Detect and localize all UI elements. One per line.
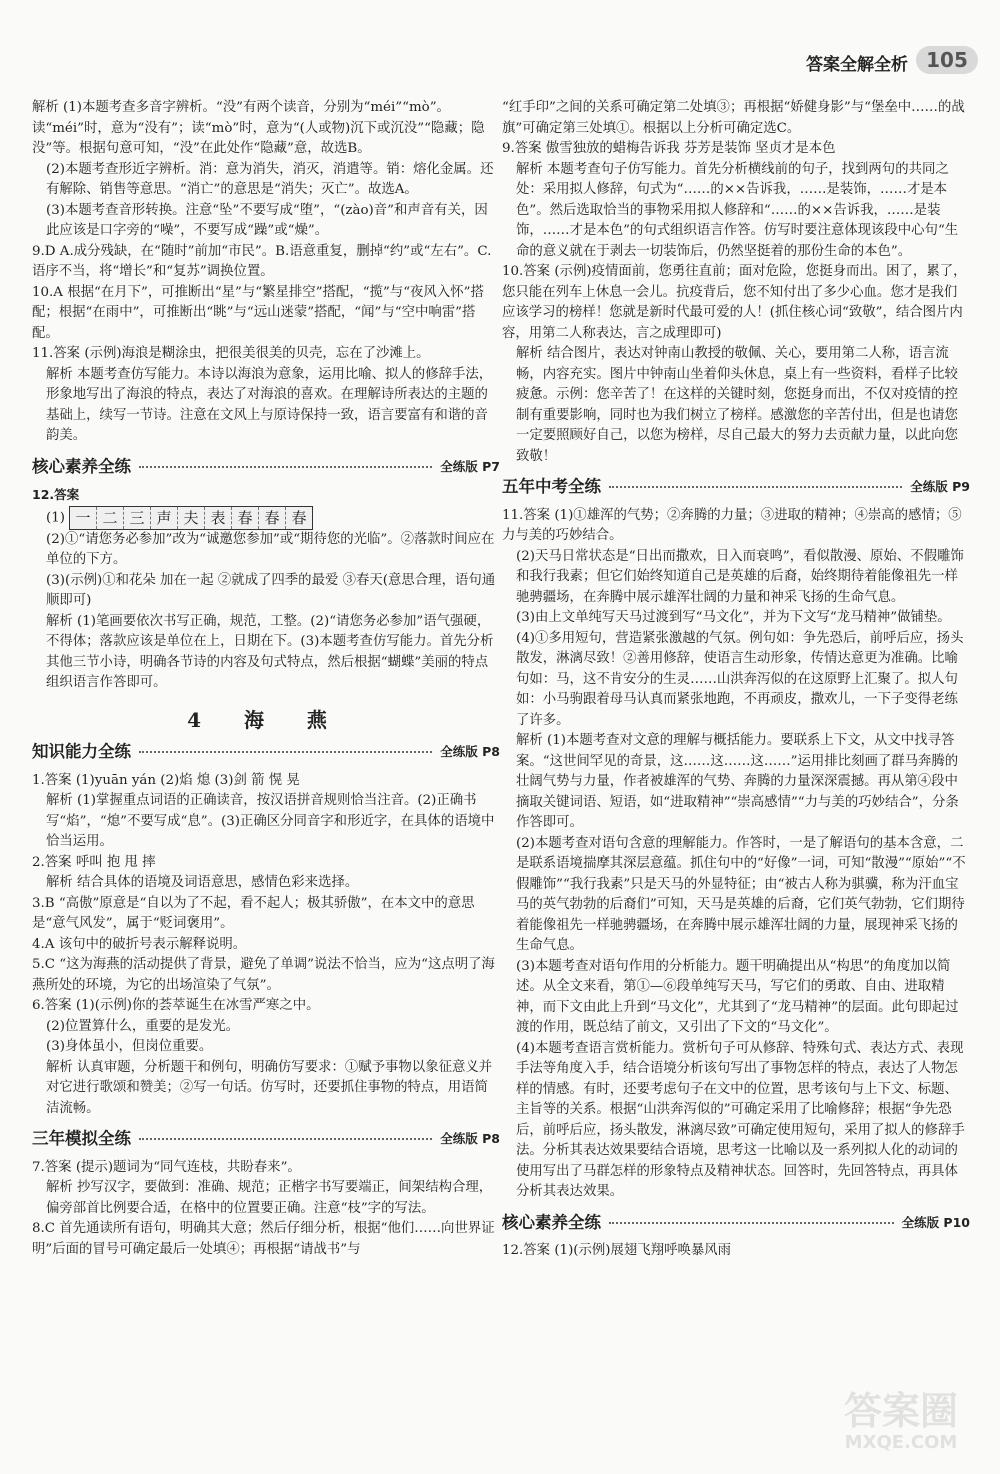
stroke-order-grid	[69, 506, 313, 530]
watermark-line2: MXQE.COM	[844, 1432, 958, 1453]
page-number: 105	[916, 46, 978, 74]
section-ref: 全练版 P10	[901, 1214, 970, 1230]
lesson-title: 4 海 燕	[187, 707, 345, 732]
answer-para: (2)①“请您务必参加”改为“诚邀您参加”或“期待您的光临”。②落款时间应在单位的下方。	[46, 531, 495, 567]
question-label: 12.答案	[32, 487, 80, 502]
stroke-cell: 二	[97, 507, 124, 529]
answer-para: 12.答案 (1)(示例)展翅飞翔呼唤暴风雨	[502, 1243, 732, 1258]
answer-para: (3)由上文单纯写天马过渡到写“马文化”，并为下文写“龙马精神”做铺垫。	[516, 610, 951, 625]
section-divider	[609, 1222, 894, 1224]
stroke-cell: 春	[232, 507, 259, 529]
answer-para: (3)本题考查对语句作用的分析能力。题干明确提出从“构思”的角度加以简述。从全文来看，第①—⑥段单纯写天马，写它们的勇敢、自由、进取精神，而下文由此上升到“马文化”，尤其到了“龙马精神”的层面。此句即起过渡的作用，既总结了前文，又引出了下文的“马文化”。	[516, 958, 959, 1035]
answer-para: 4.A 该句中的破折号表示解释说明。	[32, 936, 247, 952]
watermark-logo	[816, 1390, 986, 1460]
stroke-cell: 声	[151, 507, 178, 529]
section-ref: 全练版 P9	[910, 479, 970, 494]
answer-para: 解析 认真审题，分析题干和例句，明确仿写要求：①赋予事物以象征意义并对它进行歌颂和赞美；②写一句话。仿写时，还要抓住事物的特点，用语简洁流畅。	[46, 1059, 493, 1116]
answer-para: (3)身体虽小，但岗位重要。	[46, 1039, 213, 1054]
section-ref: 全练版 P7	[440, 458, 500, 474]
answer-para: 10.A 根据“在月下”，可推断出“星”与“繁星排空”搭配，“揽”与“夜风入怀”搭配；根据“在雨中”，可推断出“眺”与“远山迷蒙”搭配，“闻”与“空中响雷”搭配。	[32, 284, 484, 341]
stroke-cell: 三	[124, 507, 151, 529]
section-heading	[502, 1213, 970, 1234]
answer-para: 9.D A.成分残缺，在“随时”前加“市民”。B.语意重复，删掉“约”或“左右”。C.语序不当，将“增长”和“复苏”调换位置。	[32, 243, 492, 279]
answer-para: 解析 本题考查仿写能力。本诗以海浪为意象，运用比喻、拟人的修辞手法，形象地写出了海浪的特点，表达了对海浪的喜欢。在理解诗所表达的主题的基础上，续写一节诗。注意在文风上与原诗保持一致，语言要富有和谐的音韵美。	[46, 366, 493, 443]
page-header	[0, 0, 1000, 75]
header-label: 答案全解全析	[806, 55, 908, 75]
answer-para: 解析 结合图片，表达对钟南山教授的敬佩、关心，要用第二人称，语言流畅，内容充实。图片中钟南山坐着仰头休息，桌上有一些资料，看样子比较疲惫。示例：您辛苦了！在这样的关键时刻，您挺身而出，不仅对疫情的控制有重要影响，同时也为我们树立了榜样。感激您的辛苦付出，但是也请您一定要照顾好自己，以您为榜样，尽自己最大的努力去贡献力量，以此向您致敬！	[516, 346, 958, 464]
answer-para: (4)本题考查语言赏析能力。赏析句子可从修辞、特殊句式、表达方式、表现手法等角度入手，结合语境分析该句写出了事物怎样的特点，表达了人物怎样的情感。有时，还要考虑句子在文中的位置，思考该句与上下文、标题、主旨等的关系。根据“山洪奔泻似的”可确定采用了比喻修辞；根据“争先恐后，前呼后应，扬头散发，淋漓尽致”可确定使用短句，采用了拟人的修辞手法。分析其表达效果要结合语境，思考这一比喻以及一系列拟人化的动词的使用写出了马群怎样的形象特点及精神状态。回答时，先回答特点，再具体分析其表达效果。	[516, 1040, 965, 1199]
section-ref: 全练版 P8	[440, 744, 500, 759]
left-column	[32, 98, 500, 1260]
section-divider	[139, 466, 432, 468]
answer-para: 5.C “这为海燕的活动提供了背景，避免了单调”说法不恰当，应为“这点明了海燕所处的环境，为它的出场渲染了气氛”。	[32, 957, 495, 993]
watermark-line1: 答案圈	[843, 1389, 958, 1433]
answer-para: 解析 (1)掌握重点词语的正确读音，按汉语拼音规则恰当注音。(2)正确书写“焰”，“熄”不要写成“息”。(3)正确区分同音字和形近字，在具体的语境中恰当运用。	[46, 793, 495, 849]
answer-para: 10.答案 (示例)疫情面前，您勇往直前；面对危险，您挺身而出。困了，累了，您只能在列车上休息一会儿。抗疫背后，您不知付出了多少心血。您才是我们应该学习的榜样！您就是新时代最可爱的人！(抓住核心词“致敬”，结合图片内容，用第二人称表达，言之成理即可)	[502, 264, 967, 341]
section-title: 三年模拟全练	[32, 1129, 131, 1148]
stroke-cell: 表	[205, 507, 232, 529]
section-divider	[139, 751, 432, 753]
answer-para: “红手印”之间的关系可确定第二处填③；再根据“娇健身影”与“堡垒中……的战旗”可确定第三处填①。根据以上分析可确定选C。	[502, 100, 965, 136]
answer-para: (3)本题考查音形转换。注意“坠”不要写成“堕”，“(zào)音”和声音有关，因此应该是口字旁的“噪”，不要写成“躁”或“燥”。	[46, 202, 488, 238]
answer-para: 7.答案 (提示)题词为“同气连枝，共盼春来”。	[32, 1159, 301, 1175]
section-title: 核心素养全练	[32, 456, 131, 476]
answer-para: 解析 (1)本题考查多音字辨析。“没”有两个读音，分别为“méi”“mò”。读“méi”时，意为“没有”；读“mò”时，意为“(人或物)沉下或沉没”“隐藏；隐没”等。根据句意可知，“没”在此处作“隐藏”意，故选B。	[32, 100, 485, 156]
stroke-cell: 春	[259, 507, 286, 529]
stroke-order-row: (1) 一 二 三 声 夫 表 春 春 春	[32, 506, 500, 530]
answer-para: (4)①多用短句，营造紧张激越的气氛。例句如：争先恐后，前呼后应，扬头散发，淋漓尽致！②善用修辞，使语言生动形象，传情达意更为准确。比喻句如：马，这不肯安分的生灵……山洪奔泻似的在这原野上汇聚了。拟人句如：小马驹跟着母马认真而紧张地跑，不再顽皮，撒欢儿，一下子变得老练了许多。	[516, 630, 964, 728]
answer-para: 1.答案 (1)yuān yán (2)焰 熄 (3)剑 箭 愰 晃	[32, 772, 300, 788]
section-title: 知识能力全练	[32, 742, 131, 761]
section-divider	[139, 1138, 432, 1140]
stroke-cell: 一	[70, 507, 97, 529]
answer-para: 解析 本题考查句子仿写能力。首先分析横线前的句子，找到两句的共同之处：采用拟人修辞，句式为“……的××告诉我，……是装饰，……才是本色”。然后选取恰当的事物采用拟人修辞和“……的××告诉我，……是装饰，……才是本色”的句式组织语言作答。仿写时要注意体现该段中心句“生命的意义就在于剥去一切装饰后，仍然坚挺着的那份生命的本色”。	[516, 161, 959, 259]
answer-para: (2)位置算什么，重要的是发光。	[46, 1018, 240, 1034]
answer-para: 8.C 首先通读所有语句，明确其大意；然后仔细分析，根据“他们……向世界证明”后面的冒号可确定最后一处填④；再根据“请战书”与	[32, 1221, 495, 1257]
section-ref: 全练版 P8	[440, 1131, 500, 1146]
answer-para: 9.答案 傲雪独放的蜡梅告诉我 芬芳是装饰 坚贞才是本色	[502, 141, 836, 156]
section-heading	[32, 457, 500, 478]
stroke-cell: 春	[286, 507, 312, 529]
answer-para: 解析 (1)本题考查对文意的理解与概括能力。要联系上下文，从文中找寻答案。“这世间罕见的奇景，这……这……这……”运用排比刻画了群马奔腾的壮阔气势与力量，作者被雄浑的气势、奔腾的力量深深震撼。再从第④段中摘取关键词语、短语，如“进取精神”“崇高感情”“力与美的巧妙结合”，分条作答即可。	[516, 733, 959, 830]
section-title: 核心素养全练	[502, 1212, 601, 1232]
answer-para: 解析 (1)笔画要依次书写正确，规范，工整。(2)“请您务必参加”语气强硬，不得体；落款应该是单位在上，日期在下。(3)本题考查仿写能力。首先分析其他三节小诗，明确各节诗的内容及句式特点，然后根据“蝴蝶”美丽的特点组织语言作答即可。	[46, 613, 494, 690]
section-heading	[32, 742, 500, 763]
answer-para: 2.答案 呼叫 抱 甩 摔	[32, 854, 156, 870]
answer-para: 解析 抄写汉字，要做到：准确、规范；正楷字书写要端正，间架结构合理，偏旁部首比例要合适，在格中的位置要正确。注意“枝”字的写法。	[46, 1180, 493, 1216]
section-title: 五年中考全练	[502, 477, 601, 496]
right-column	[502, 98, 970, 1262]
answer-para: 3.B “高傲”原意是“自以为了不起，看不起人；极其骄傲”，在本文中的意思是“意气风发”，属于“贬词褒用”。	[32, 895, 475, 931]
answer-para: 6.答案 (1)(示例)你的荟萃诞生在冰雪严寒之中。	[32, 998, 320, 1013]
answer-para: (3)(示例)①和花朵 加在一起 ②就成了四季的最爱 ③春天(意思合理，语句通顺即可)	[46, 572, 496, 608]
section-divider	[609, 486, 902, 488]
stroke-cell: 夫	[178, 507, 205, 529]
answer-para: 11.答案 (1)①雄浑的气势；②奔腾的力量；③进取的精神；④崇高的感情；⑤力与美的巧妙结合。	[502, 507, 962, 543]
answer-para: (2)本题考查对语句含意的理解能力。作答时，一是了解语句的基本含意，二是联系语境揣摩其深层意蕴。抓住句中的“好像”一词，可知“散漫”“原始”“不假雕饰”“我行我素”只是天马的外显特征；由“被古人称为骐骥，称为汗血宝马的英气勃勃的后裔们”可知，天马是英雄的后裔，它们英气勃勃，它们期待着能像祖先一样驰骋疆场，在奔腾中展示雄浑壮阔的力量，展现神采飞扬的生命气息。	[516, 835, 966, 953]
answer-para: 11.答案 (示例)海浪是糊涂虫，把很美很美的贝壳，忘在了沙滩上。	[32, 346, 430, 361]
section-heading	[502, 477, 970, 498]
answer-para: (2)本题考查形近字辨析。消：意为消失，消灭，消遣等。销：熔化金属。还有解除、销售等意思。“消亡”的意思是“消失；灭亡”。故选A。	[46, 161, 494, 197]
answer-para: 解析 结合具体的语境及词语意思，感情色彩来选择。	[46, 875, 359, 890]
section-heading	[32, 1129, 500, 1150]
answer-para: (2)天马日常状态是“日出而撒欢，日入而衰鸣”，看似散漫、原始、不假雕饰和我行我素；但它们始终知道自己是英雄的后裔，始终期待着能像祖先一样驰骋疆场，在奔腾中展示雄浑壮阔的力量和神采飞扬的生命气息。	[516, 548, 964, 605]
